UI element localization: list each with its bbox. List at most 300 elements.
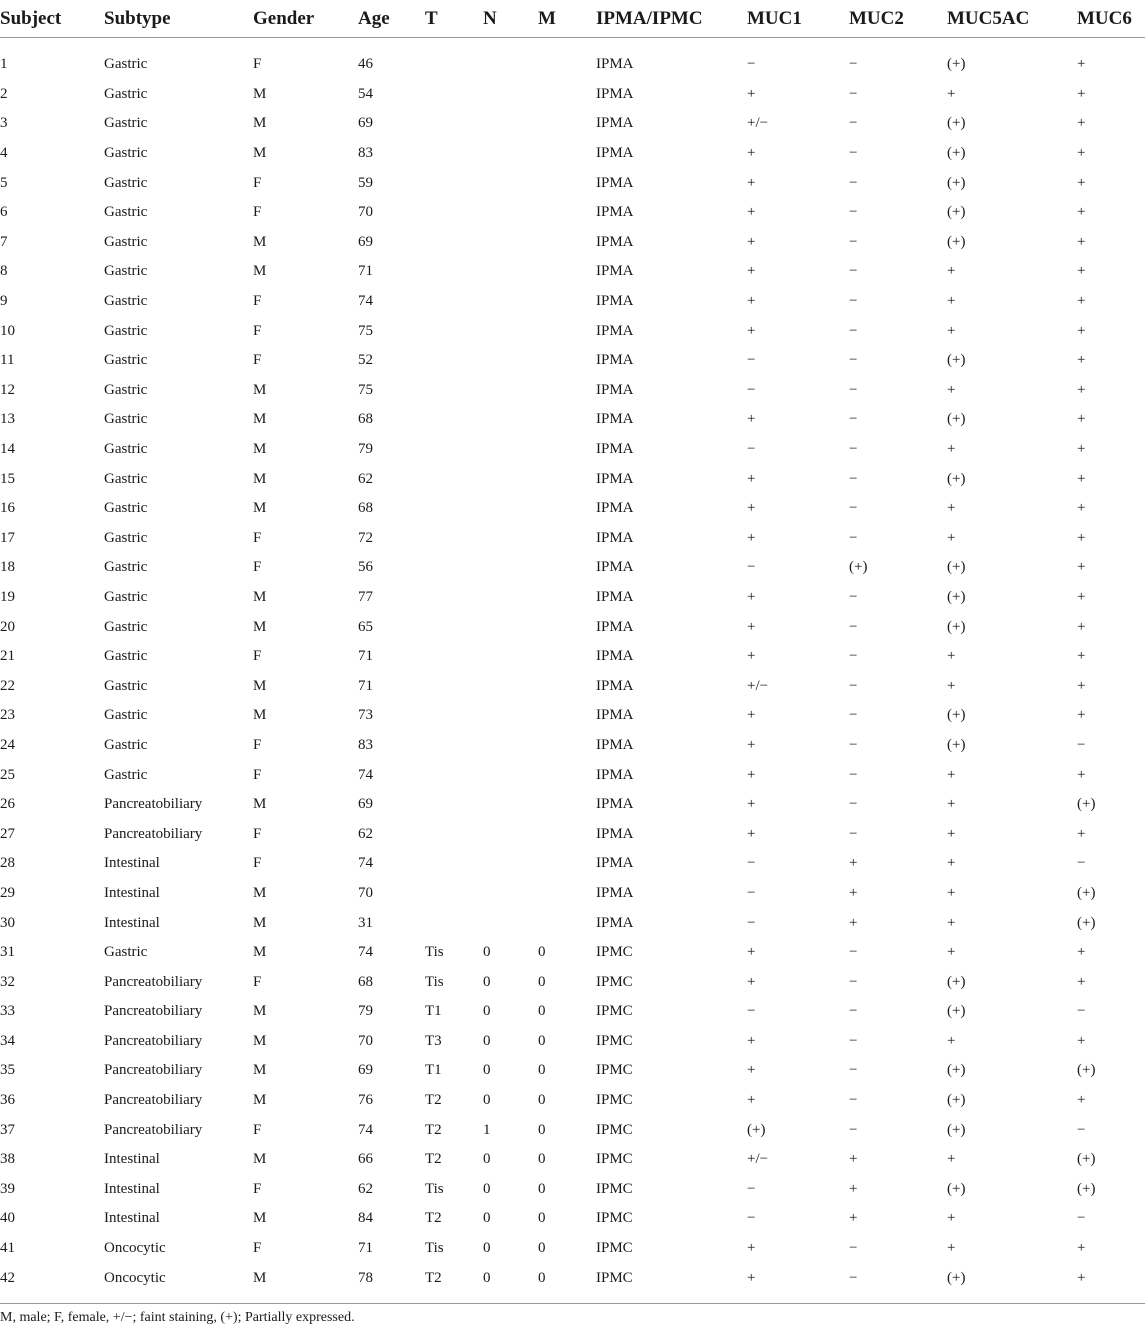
cell-subtype: Gastric (104, 263, 148, 280)
cell-ipma-ipmc: IPMA (596, 441, 634, 458)
cell-age: 71 (358, 677, 373, 694)
cell-age: 73 (358, 707, 373, 724)
cell-t: T3 (425, 1032, 442, 1049)
cell-ipma-ipmc: IPMA (596, 56, 634, 73)
cell-muc1: + (747, 766, 756, 783)
cell-age: 69 (358, 233, 373, 250)
cell-gender: M (253, 944, 267, 961)
cell-muc1: + (747, 500, 756, 517)
cell-gender: M (253, 707, 267, 724)
cell-m (538, 198, 596, 228)
cell-subtype: Intestinal (104, 1210, 160, 1227)
cell-muc6: + (1077, 588, 1086, 605)
table-row (0, 1263, 1145, 1293)
cell-age: 62 (358, 470, 373, 487)
cell-n (483, 790, 538, 820)
cell-muc1: + (747, 796, 756, 813)
table-row (0, 50, 1145, 80)
cell-ipma-ipmc: IPMC (596, 1151, 633, 1168)
cell-gender: F (253, 204, 262, 221)
cell-subject: 21 (0, 648, 15, 665)
cell-muc5ac: + (947, 944, 956, 961)
cell-muc2: − (849, 1269, 858, 1286)
cell-ipma-ipmc: IPMC (596, 944, 633, 961)
cell-subtype: Gastric (104, 766, 148, 783)
cell-age: 75 (358, 322, 373, 339)
cell-ipma-ipmc: IPMC (596, 1210, 633, 1227)
cell-ipma-ipmc: IPMA (596, 411, 634, 428)
cell-age: 79 (358, 1003, 373, 1020)
cell-age: 62 (358, 1180, 373, 1197)
cell-subject: 27 (0, 825, 15, 842)
table-row (0, 790, 1145, 820)
cell-gender: M (253, 1032, 267, 1049)
cell-t (425, 435, 483, 465)
cell-subtype: Intestinal (104, 1180, 160, 1197)
bottom-rule (0, 1293, 1145, 1304)
cell-muc6: (+) (1077, 884, 1096, 901)
cell-muc6: + (1077, 677, 1086, 694)
cell-muc5ac: + (947, 914, 956, 931)
cell-muc2: − (849, 115, 858, 132)
table-row (0, 1027, 1145, 1057)
cell-muc5ac: (+) (947, 588, 966, 605)
cell-muc6: + (1077, 529, 1086, 546)
cell-m (538, 50, 596, 80)
cell-muc6: + (1077, 352, 1086, 369)
cell-ipma-ipmc: IPMA (596, 855, 634, 872)
cell-t: T2 (425, 1151, 442, 1168)
cell-subject: 17 (0, 529, 15, 546)
cell-muc2: − (849, 145, 858, 162)
cell-muc1: − (747, 559, 756, 576)
cell-t (425, 790, 483, 820)
cell-t (425, 464, 483, 494)
cell-age: 68 (358, 500, 373, 517)
cell-gender: F (253, 736, 262, 753)
cell-n (483, 849, 538, 879)
cell-muc1: + (747, 825, 756, 842)
cell-subject: 3 (0, 115, 8, 132)
cell-muc5ac: (+) (947, 352, 966, 369)
table-row (0, 671, 1145, 701)
cell-subtype: Intestinal (104, 884, 160, 901)
cell-gender: M (253, 796, 267, 813)
cell-subtype: Pancreatobiliary (104, 1003, 203, 1020)
cell-subject: 5 (0, 174, 8, 191)
cell-muc2: − (849, 411, 858, 428)
cell-muc2: − (849, 529, 858, 546)
cell-t (425, 879, 483, 909)
cell-subject: 7 (0, 233, 8, 250)
cell-subtype: Gastric (104, 233, 148, 250)
cell-n (483, 257, 538, 287)
cell-subject: 2 (0, 85, 8, 102)
cell-ipma-ipmc: IPMA (596, 529, 634, 546)
table-row (0, 731, 1145, 761)
cell-muc6: + (1077, 381, 1086, 398)
cell-muc1: − (747, 1003, 756, 1020)
cell-t (425, 642, 483, 672)
cell-gender: M (253, 1269, 267, 1286)
cell-subject: 32 (0, 973, 15, 990)
table-row (0, 553, 1145, 583)
table-row (0, 464, 1145, 494)
cell-subtype: Pancreatobiliary (104, 796, 203, 813)
cell-t: Tis (425, 944, 444, 961)
cell-subject: 39 (0, 1180, 15, 1197)
cell-t (425, 583, 483, 613)
table-row (0, 1115, 1145, 1145)
cell-m (538, 287, 596, 317)
cell-n (483, 642, 538, 672)
cell-m (538, 553, 596, 583)
table-row (0, 228, 1145, 258)
cell-gender: M (253, 263, 267, 280)
cell-subtype: Gastric (104, 352, 148, 369)
cell-n (483, 316, 538, 346)
cell-m: 0 (538, 973, 546, 990)
cell-n (483, 879, 538, 909)
cell-subject: 42 (0, 1269, 15, 1286)
cell-subtype: Gastric (104, 944, 148, 961)
cell-m: 0 (538, 1269, 546, 1286)
cell-m (538, 849, 596, 879)
cell-muc2: − (849, 174, 858, 191)
cell-muc2: − (849, 263, 858, 280)
cell-gender: M (253, 115, 267, 132)
header-subtype: Subtype (104, 0, 253, 38)
cell-subtype: Gastric (104, 707, 148, 724)
cell-n (483, 464, 538, 494)
cell-subtype: Gastric (104, 559, 148, 576)
cell-subject: 37 (0, 1121, 15, 1138)
cell-age: 79 (358, 441, 373, 458)
cell-subtype: Pancreatobiliary (104, 1032, 203, 1049)
cell-muc6: + (1077, 470, 1086, 487)
cell-muc1: + (747, 707, 756, 724)
cell-gender: M (253, 411, 267, 428)
cell-t (425, 908, 483, 938)
cell-ipma-ipmc: IPMA (596, 322, 634, 339)
cell-muc6: − (1077, 1210, 1086, 1227)
cell-ipma-ipmc: IPMA (596, 500, 634, 517)
cell-ipma-ipmc: IPMA (596, 470, 634, 487)
cell-muc2: − (849, 1092, 858, 1109)
cell-muc2: − (849, 322, 858, 339)
table-row (0, 967, 1145, 997)
cell-muc6: + (1077, 648, 1086, 665)
cell-muc6: − (1077, 1003, 1086, 1020)
cell-t: T2 (425, 1121, 442, 1138)
cell-subject: 23 (0, 707, 15, 724)
cell-gender: F (253, 766, 262, 783)
cell-gender: M (253, 1210, 267, 1227)
cell-subject: 25 (0, 766, 15, 783)
cell-m (538, 464, 596, 494)
cell-m (538, 671, 596, 701)
cell-muc1: + (747, 944, 756, 961)
cell-gender: F (253, 855, 262, 872)
cell-subject: 8 (0, 263, 8, 280)
cell-muc2: − (849, 1062, 858, 1079)
cell-muc2: + (849, 884, 858, 901)
cell-m: 0 (538, 1210, 546, 1227)
table-row (0, 287, 1145, 317)
cell-ipma-ipmc: IPMA (596, 766, 634, 783)
table-row (0, 405, 1145, 435)
cell-muc1: − (747, 352, 756, 369)
cell-n (483, 109, 538, 139)
cell-t: T1 (425, 1062, 442, 1079)
cell-gender: M (253, 677, 267, 694)
cell-t (425, 287, 483, 317)
table-body (0, 50, 1145, 1303)
cell-ipma-ipmc: IPMA (596, 204, 634, 221)
table-row (0, 1145, 1145, 1175)
cell-gender: F (253, 322, 262, 339)
cell-muc6: (+) (1077, 1180, 1096, 1197)
cell-m: 0 (538, 1092, 546, 1109)
cell-n: 0 (483, 1180, 491, 1197)
table-row (0, 1175, 1145, 1205)
cell-subject: 33 (0, 1003, 15, 1020)
table-row (0, 494, 1145, 524)
cell-muc5ac: (+) (947, 233, 966, 250)
header-gender: Gender (253, 0, 358, 38)
table-row (0, 316, 1145, 346)
cell-muc6: (+) (1077, 1062, 1096, 1079)
cell-t (425, 198, 483, 228)
cell-n (483, 139, 538, 169)
cell-muc5ac: + (947, 441, 956, 458)
table-row (0, 1086, 1145, 1116)
table-row (0, 198, 1145, 228)
cell-muc2: − (849, 500, 858, 517)
header-t: T (425, 0, 483, 38)
cell-gender: M (253, 500, 267, 517)
cell-age: 74 (358, 855, 373, 872)
cell-subtype: Gastric (104, 648, 148, 665)
cell-n (483, 819, 538, 849)
cell-age: 68 (358, 973, 373, 990)
cell-muc6: + (1077, 1269, 1086, 1286)
cell-age: 71 (358, 1240, 373, 1257)
cell-ipma-ipmc: IPMC (596, 1062, 633, 1079)
cell-t (425, 612, 483, 642)
cell-t: T1 (425, 1003, 442, 1020)
cell-gender: M (253, 441, 267, 458)
cell-muc1: − (747, 914, 756, 931)
cell-muc2: − (849, 85, 858, 102)
cell-subtype: Gastric (104, 145, 148, 162)
cell-muc1: + (747, 1032, 756, 1049)
cell-n (483, 50, 538, 80)
header-m: M (538, 0, 596, 38)
cell-age: 84 (358, 1210, 373, 1227)
cell-muc1: + (747, 736, 756, 753)
cell-muc2: − (849, 1240, 858, 1257)
cell-muc5ac: + (947, 381, 956, 398)
cell-m (538, 109, 596, 139)
cell-age: 74 (358, 944, 373, 961)
cell-gender: F (253, 648, 262, 665)
cell-muc1: + (747, 1240, 756, 1257)
header-subject: Subject (0, 0, 104, 38)
cell-age: 71 (358, 263, 373, 280)
cell-muc2: − (849, 796, 858, 813)
cell-muc1: + (747, 1092, 756, 1109)
cell-age: 74 (358, 766, 373, 783)
cell-subtype: Gastric (104, 677, 148, 694)
cell-gender: M (253, 470, 267, 487)
cell-age: 74 (358, 1121, 373, 1138)
cell-m: 0 (538, 1062, 546, 1079)
cell-gender: F (253, 559, 262, 576)
cell-age: 62 (358, 825, 373, 842)
table-header (0, 0, 1145, 50)
cell-subtype: Gastric (104, 174, 148, 191)
cell-m: 0 (538, 1003, 546, 1020)
cell-gender: F (253, 1240, 262, 1257)
cell-muc1: − (747, 381, 756, 398)
cell-subtype: Gastric (104, 56, 148, 73)
cell-muc5ac: + (947, 1032, 956, 1049)
cell-age: 69 (358, 1062, 373, 1079)
header-age: Age (358, 0, 425, 38)
cell-ipma-ipmc: IPMA (596, 677, 634, 694)
cell-muc5ac: (+) (947, 145, 966, 162)
cell-muc5ac: + (947, 500, 956, 517)
cell-t (425, 109, 483, 139)
cell-ipma-ipmc: IPMA (596, 796, 634, 813)
cell-muc5ac: + (947, 1151, 956, 1168)
cell-muc2: − (849, 293, 858, 310)
cell-age: 71 (358, 648, 373, 665)
cell-muc2: (+) (849, 559, 868, 576)
cell-age: 72 (358, 529, 373, 546)
cell-n: 0 (483, 1032, 491, 1049)
cell-subtype: Gastric (104, 322, 148, 339)
cell-age: 77 (358, 588, 373, 605)
cell-muc5ac: (+) (947, 707, 966, 724)
cell-age: 68 (358, 411, 373, 428)
cell-ipma-ipmc: IPMA (596, 85, 634, 102)
cell-n (483, 760, 538, 790)
header-muc1: MUC1 (747, 0, 849, 38)
cell-age: 52 (358, 352, 373, 369)
cell-n (483, 908, 538, 938)
cell-m (538, 316, 596, 346)
cell-subject: 31 (0, 944, 15, 961)
cell-n (483, 80, 538, 110)
cell-t (425, 819, 483, 849)
cell-muc5ac: + (947, 263, 956, 280)
cell-muc5ac: + (947, 766, 956, 783)
cell-age: 70 (358, 1032, 373, 1049)
cell-ipma-ipmc: IPMA (596, 263, 634, 280)
cell-muc2: + (849, 1151, 858, 1168)
cell-m (538, 376, 596, 406)
cell-muc2: − (849, 677, 858, 694)
cell-subtype: Gastric (104, 293, 148, 310)
cell-subject: 38 (0, 1151, 15, 1168)
cell-muc5ac: (+) (947, 1180, 966, 1197)
table-row (0, 819, 1145, 849)
cell-ipma-ipmc: IPMC (596, 1003, 633, 1020)
cell-t (425, 346, 483, 376)
cell-age: 69 (358, 115, 373, 132)
cell-t (425, 139, 483, 169)
cell-m: 0 (538, 1121, 546, 1138)
cell-muc1: − (747, 884, 756, 901)
header-n: N (483, 0, 538, 38)
table-row (0, 879, 1145, 909)
cell-subtype: Oncocytic (104, 1269, 166, 1286)
cell-subtype: Intestinal (104, 1151, 160, 1168)
cell-subject: 15 (0, 470, 15, 487)
cell-muc1: + (747, 293, 756, 310)
cell-muc5ac: (+) (947, 115, 966, 132)
cell-muc2: − (849, 825, 858, 842)
cell-ipma-ipmc: IPMC (596, 1092, 633, 1109)
cell-t (425, 494, 483, 524)
table-row (0, 257, 1145, 287)
header-muc6: MUC6 (1077, 0, 1145, 38)
cell-ipma-ipmc: IPMC (596, 1032, 633, 1049)
cell-subject: 36 (0, 1092, 15, 1109)
cell-muc6: + (1077, 115, 1086, 132)
cell-muc5ac: (+) (947, 204, 966, 221)
cell-subtype: Intestinal (104, 855, 160, 872)
cell-m (538, 642, 596, 672)
cell-m (538, 228, 596, 258)
cell-subject: 14 (0, 441, 15, 458)
cell-n: 0 (483, 1092, 491, 1109)
cell-t: Tis (425, 1180, 444, 1197)
cell-subject: 13 (0, 411, 15, 428)
cell-subtype: Pancreatobiliary (104, 825, 203, 842)
cell-n: 0 (483, 1151, 491, 1168)
cell-muc5ac: + (947, 884, 956, 901)
cell-muc1: + (747, 588, 756, 605)
header-muc2: MUC2 (849, 0, 947, 38)
cell-n (483, 405, 538, 435)
cell-muc5ac: + (947, 293, 956, 310)
cell-subtype: Oncocytic (104, 1240, 166, 1257)
cell-ipma-ipmc: IPMA (596, 381, 634, 398)
cell-m (538, 701, 596, 731)
cell-ipma-ipmc: IPMC (596, 1240, 633, 1257)
cell-ipma-ipmc: IPMC (596, 973, 633, 990)
cell-subject: 10 (0, 322, 15, 339)
cell-m (538, 819, 596, 849)
cell-gender: F (253, 1180, 262, 1197)
cell-muc6: + (1077, 1032, 1086, 1049)
cell-muc2: − (849, 944, 858, 961)
cell-subject: 4 (0, 145, 8, 162)
cell-m: 0 (538, 944, 546, 961)
cell-subtype: Gastric (104, 85, 148, 102)
cell-t: T2 (425, 1092, 442, 1109)
cell-muc5ac: + (947, 85, 956, 102)
table-row (0, 583, 1145, 613)
cell-gender: M (253, 914, 267, 931)
cell-ipma-ipmc: IPMA (596, 293, 634, 310)
cell-muc2: − (849, 736, 858, 753)
cell-ipma-ipmc: IPMA (596, 736, 634, 753)
cell-muc1: + (747, 85, 756, 102)
